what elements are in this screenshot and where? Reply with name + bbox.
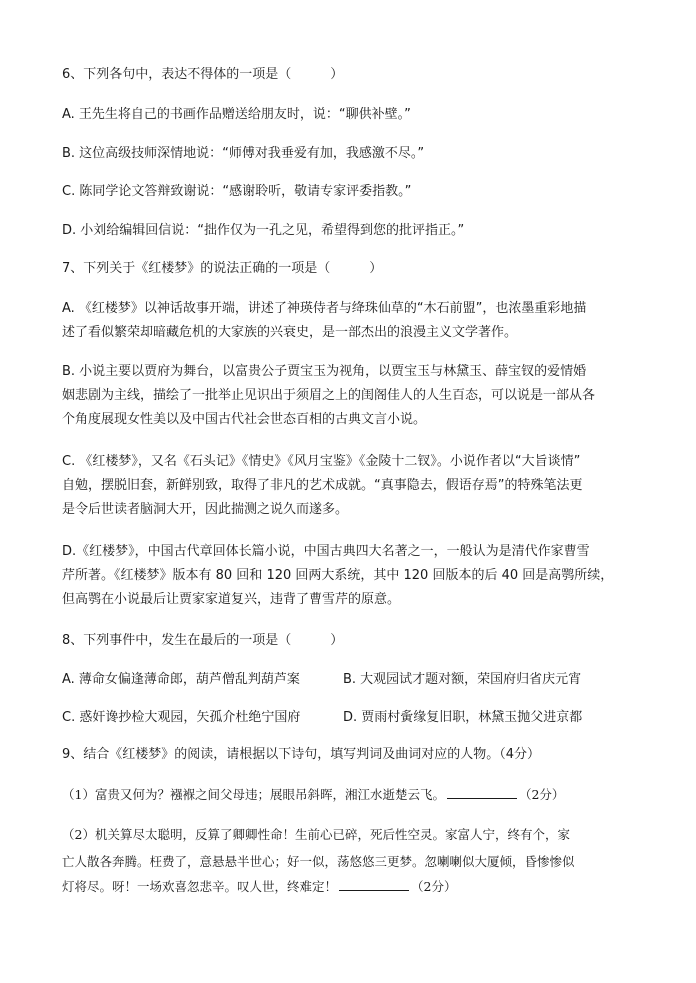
q8-row2: [62, 709, 662, 727]
q7-option-b-line1: B. 小说主要以贾府为舞台，以富贵公子贾宝玉为视角，以贾宝玉与林黛玉、薛宝钗的爱情婚: [62, 364, 587, 379]
q7-option-c-line3: 是令后世读者脑洞大开，因此揣测之说久而遂多。: [62, 502, 349, 517]
q7-option-d-line3: 但高鹗在小说最后让贾家家道复兴，违背了曹雪芹的原意。: [62, 592, 401, 607]
q9-part1: [62, 786, 662, 804]
q9-part1-text: （1）富贵又何为？襁褓之间父母违；展眼吊斜晖，湘江水逝楚云飞。: [62, 787, 445, 802]
q6-option-c: C. 陈同学论文答辩致谢说：“感谢聆听，敬请专家评委指教。”: [62, 184, 412, 199]
q9-part2-line2: 亡人散各奔腾。枉费了，意悬悬半世心；好一似，荡悠悠三更梦。忽喇喇似大厦倾，昏惨惨似: [62, 854, 575, 869]
q9-part2-last-text: 灯将尽。呀！一场欢喜忽悲辛。叹人世，终难定！: [62, 879, 338, 894]
q7-option-a-line1: A. 《红楼梦》以神话故事开端，讲述了神瑛侍者与绛珠仙草的“木石前盟”，也浓墨重彩地描: [62, 301, 587, 316]
q9-part1-score: （2分）: [518, 787, 565, 802]
q7-option-d-line1: D.《红楼梦》，中国古代章回体长篇小说，中国古典四大名著之一，一般认为是清代作家曹雪: [62, 544, 590, 559]
q6-option-a: A. 王先生将自己的书画作品赠送给朋友时，说：“聊供补壁。”: [62, 107, 411, 122]
q7-option-d-line2: 芹所著。《红楼梦》版本有 80 回和 120 回两大系统，其中 120 回版本的后 40 回是高鹗所续，: [62, 568, 614, 583]
q7-option-c-line2: 自勉，摆脱旧套，新鲜别致，取得了非凡的艺术成就。“真事隐去，假语存焉”的特殊笔法更: [62, 478, 583, 493]
q6-stem: 6、下列各句中，表达不得体的一项是（ ）: [62, 67, 344, 82]
q7-option-b-line3: 个角度展现女性美以及中国古代社会世态百相的古典文言小说。: [62, 412, 427, 427]
q7-option-a-line2: 述了看似繁荣却暗藏危机的大家族的兴衰史，是一部杰出的浪漫主义文学著作。: [62, 325, 518, 340]
q9-part2-line3: [62, 878, 662, 896]
q8-option-a: A. 薄命女偏逢薄命郎，葫芦僧乱判葫芦案: [62, 672, 300, 687]
q7-option-c-line1: C. 《红楼梦》，又名《石头记》《情史》《风月宝鉴》《金陵十二钗》。小说作者以“大旨谈情”: [62, 454, 581, 469]
q9-part1-answer-blank[interactable]: [447, 786, 517, 799]
q8-option-d: D. 贾雨村夤缘复旧职，林黛玉抛父进京都: [343, 710, 583, 725]
q8-option-c: C. 惑奸谗抄检大观园，矢孤介杜绝宁国府: [62, 710, 301, 725]
q6-option-d: D. 小刘给编辑回信说：“拙作仅为一孔之见，希望得到您的批评指正。”: [62, 223, 465, 238]
q7-stem: 7、下列关于《红楼梦》的说法正确的一项是（ ）: [62, 261, 383, 276]
q6-option-b: B. 这位高级技师深情地说：“师傅对我垂爱有加，我感激不尽。”: [62, 146, 425, 161]
q7-option-b-line2: 姻悲剧为主线，描绘了一批举止见识出于须眉之上的闺阁佳人的人生百态，可以说是一部从各: [62, 388, 596, 403]
q8-stem: 8、下列事件中，发生在最后的一项是（ ）: [62, 633, 344, 648]
q8-option-b: B. 大观园试才题对额，荣国府归省庆元宵: [343, 672, 582, 687]
q9-part2-line1: （2）机关算尽太聪明，反算了卿卿性命！生前心已碎，死后性空灵。家富人宁，终有个，家: [62, 827, 570, 842]
q8-row1: [62, 671, 662, 689]
q9-stem: 9、结合《红楼梦》的阅读，请根据以下诗句，填写判词及曲词对应的人物。（4分）: [62, 747, 541, 762]
q9-part2-answer-blank[interactable]: [339, 878, 409, 891]
q9-part2-score: （2分）: [411, 879, 457, 894]
